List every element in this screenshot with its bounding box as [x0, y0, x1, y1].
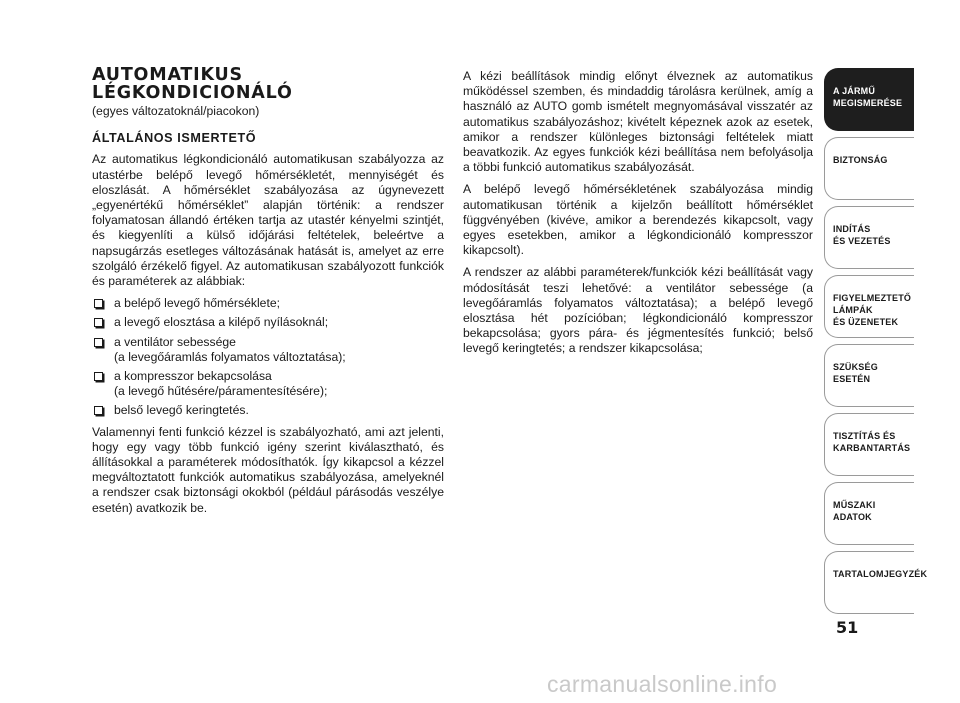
list-item	[92, 335, 444, 365]
checkbox-bullet-icon	[94, 299, 103, 308]
list-item	[92, 403, 444, 418]
list-item	[92, 296, 444, 311]
page-title	[92, 66, 444, 102]
list-item-text: a ventilátor sebessége	[114, 334, 236, 349]
list-item-text: a levegő elosztása a kilépő nyílásoknál;	[114, 315, 329, 330]
checkbox-bullet-icon	[94, 406, 103, 415]
chapter-tab-navigation	[824, 68, 928, 620]
list-item-text: a belépő levegő hőmérséklete;	[114, 296, 280, 311]
checkbox-bullet-icon	[94, 318, 103, 327]
list-item-text: a kompresszor bekapcsolása	[114, 369, 272, 384]
tab-table-of-contents[interactable]: TARTALOMJEGYZÉK	[824, 551, 914, 614]
manual-settings-paragraph: A rendszer az alábbi paraméterek/funkciók kézi beállítását vagy módosítását teszi lehetővé: a ventilátor sebessége (a levegőáramlás folyamatos változtatása); a belépő levegő elosztása hét pozícióban; légkondicionáló kompresszor bekapcsolása; gyors pára- és jégmentesítés funkció; belső levegő keringtetés; a rendszer kikapcsolása;	[463, 265, 813, 356]
temperature-paragraph: A belépő levegő hőmérsékletének szabályozása mindig automatikusan történik a kijelzőn beállított hőmérséklet függvényében (kivéve, amikor a berendezés kikapcsolt, vagy egyes esetekben, amikor a légkondicionáló kompresszor kikapcsolt).	[463, 182, 813, 258]
intro-paragraph: Az automatikus légkondicionáló automatikusan szabályozza az utastérbe belépő levegő hőmérsékletét, mennyiségét és eloszlását. A hőmérséklet szabályozása az úgynevezett „egyenértékű hőmérséklet” alapján történik: a rendszer folyamatosan állandó értéken tartja az utastér kényelmi szintjét, és kiegyenlíti a külső időjárási feltételek, beleértve a napsugárzás esetleges változásának hatását is, amelyet az erre szolgáló érzékelő figyel. Az automatikusan szabályozott funkciók és paraméterek az alábbiak:	[92, 152, 444, 289]
tab-emergency[interactable]: SZÜKSÉG ESETÉN	[824, 344, 914, 407]
tab-technical-data[interactable]: MŰSZAKI ADATOK	[824, 482, 914, 545]
function-list	[92, 296, 444, 418]
watermark: carmanualsonline.info	[547, 671, 778, 697]
closing-paragraph: Valamennyi fenti funkció kézzel is szabályozható, ami azt jelenti, hogy egy vagy több funkció igény szerint kiválasztható, és állításokkal a paraméterek módosíthatók. Így kikapcsol a kézzel megváltoztatott funkciók automatikus szabályozása, amelyeknél a rendszer csak biztonsági okokból (például párásodás veszélye esetén) avatkozik be.	[92, 424, 444, 515]
tab-vehicle-overview[interactable]: A JÁRMŰ MEGISMERÉSE	[824, 68, 914, 131]
list-item-subtext: (a levegő hűtésére/páramentesítésére);	[114, 384, 328, 399]
tab-safety[interactable]: BIZTONSÁG	[824, 137, 914, 200]
list-item-subtext: (a levegőáramlás folyamatos változtatása);	[114, 349, 346, 364]
tab-warning-lights[interactable]: FIGYELMEZTETŐ LÁMPÁK ÉS ÜZENETEK	[824, 275, 914, 338]
title-line-1: AUTOMATIKUS	[92, 65, 243, 85]
checkbox-bullet-icon	[94, 372, 103, 381]
title-subtitle: (egyes változatoknál/piacokon)	[92, 104, 260, 118]
tab-starting-driving[interactable]: INDÍTÁS ÉS VEZETÉS	[824, 206, 914, 269]
manual-priority-paragraph: A kézi beállítások mindig előnyt élveznek az automatikus működéssel szemben, és mindaddig tárolásra kerülnek, amíg a használó az AUTO gomb ismételt megnyomásával visszatér az automatikus szabályozáshoz; kivételt képeznek azok az esetek, amikor a rendszer különleges biztonsági feltételek miatt beavatkozik. Az egyes funkciók kézi beállítása nem befolyásolja a többi funkció automatikus szabályozását.	[463, 69, 813, 175]
checkbox-bullet-icon	[94, 338, 103, 347]
left-column	[92, 66, 444, 523]
page-number: 51	[836, 618, 859, 637]
list-item-text: belső levegő keringtetés.	[114, 403, 249, 418]
section-heading: ÁLTALÁNOS ISMERTETŐ	[92, 131, 257, 146]
tab-cleaning-maintenance[interactable]: TISZTÍTÁS ÉS KARBANTARTÁS	[824, 413, 914, 476]
right-column	[463, 69, 813, 364]
list-item	[92, 315, 444, 330]
title-line-2: LÉGKONDICIONÁLÓ	[92, 83, 293, 103]
list-item	[92, 369, 444, 399]
